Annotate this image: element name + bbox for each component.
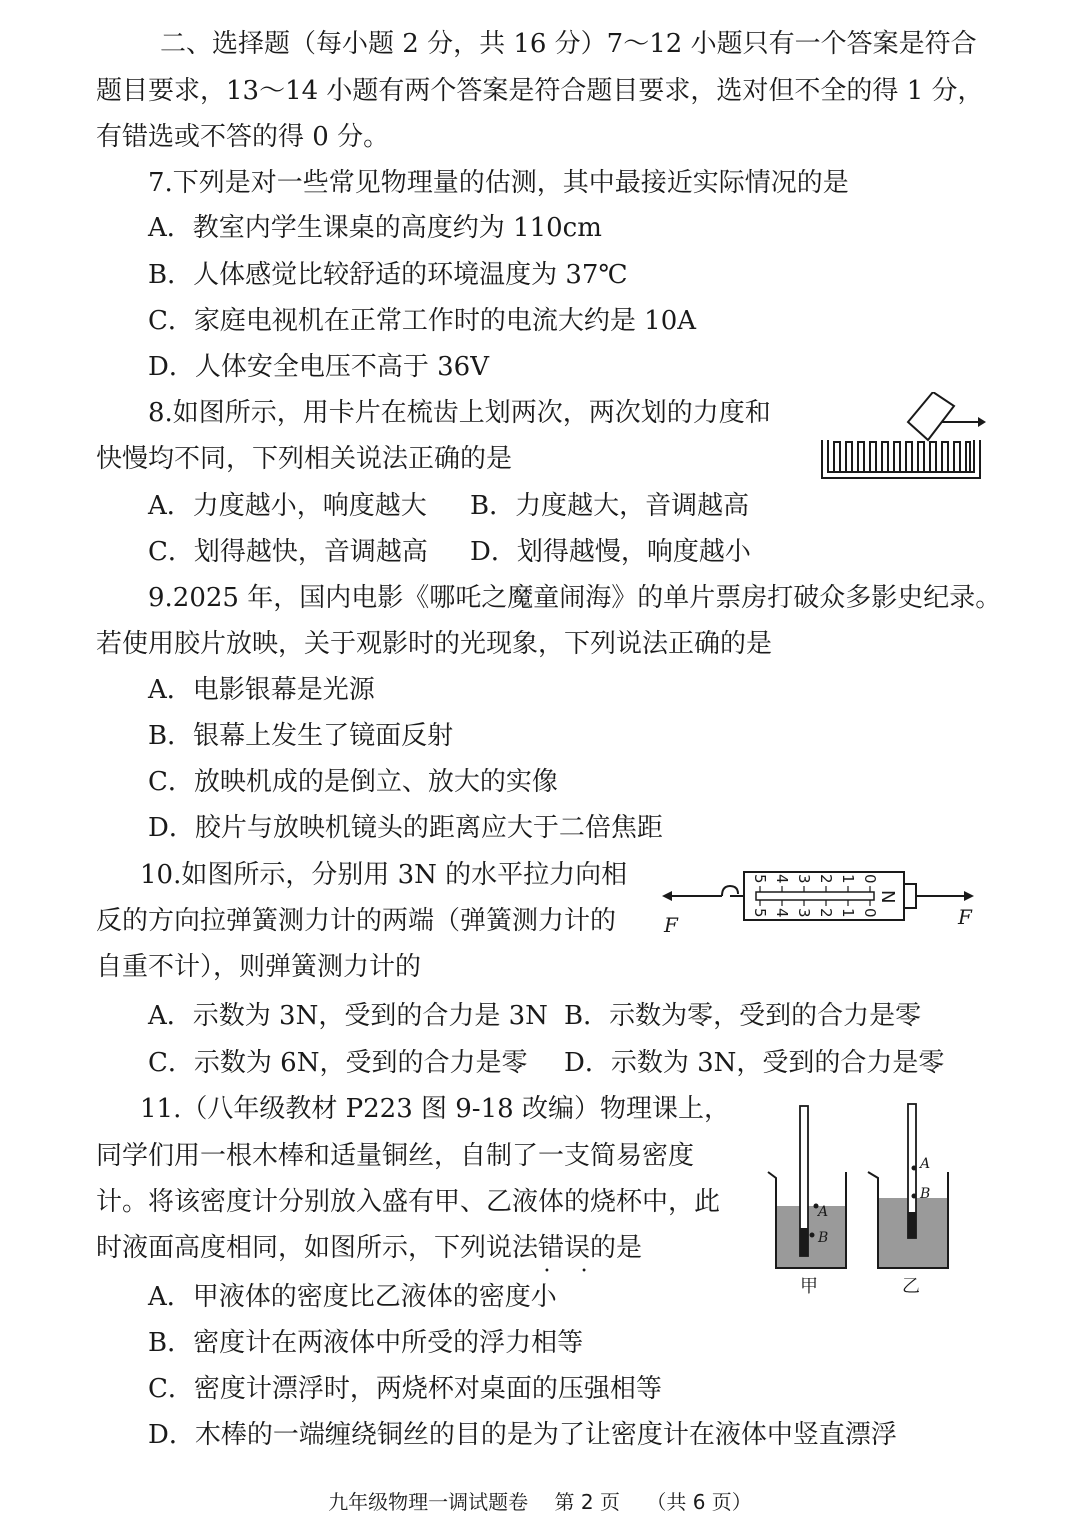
point-a-yi-marker: [912, 1166, 917, 1171]
page-footer: [0, 1488, 1080, 1516]
unit-label: N: [877, 890, 898, 904]
footer-title: 九年级物理一调试题卷: [328, 1490, 529, 1514]
comb-card-figure: [818, 392, 986, 484]
footer-total: （共 6 页）: [646, 1490, 752, 1514]
section-line-1: 二、选择题（每小题 2 分，共 16 分）7～12 小题只有一个答案是符合: [160, 29, 977, 59]
q11-stem-3: 计。将该密度计分别放入盛有甲、乙液体的烧杯中，此: [96, 1187, 721, 1217]
q7-option-c: C．家庭电视机在正常工作时的电流大约是 10A: [148, 306, 697, 336]
q11-stem-1: 11.（八年级教材 P223 图 9-18 改编）物理课上，: [140, 1094, 730, 1124]
spring-balance-figure: [660, 862, 976, 936]
q10-option-d: D．示数为 3N，受到的合力是零: [564, 1048, 945, 1078]
q10-option-b: B．示数为零，受到的合力是零: [564, 1001, 922, 1031]
q7-option-d: D．人体安全电压不高于 36V: [148, 352, 489, 382]
scale-0-top: 0: [861, 874, 879, 884]
q11-option-b: B．密度计在两液体中所受的浮力相等: [148, 1328, 584, 1358]
section-line-2: 题目要求，13～14 小题有两个答案是符合题目要求，选对但不全的得 1 分，: [96, 76, 984, 106]
point-b-jia-label: B: [818, 1230, 829, 1246]
scale-5-bottom: 5: [751, 908, 769, 918]
q11-option-c: C．密度计漂浮时，两烧杯对桌面的压强相等: [148, 1374, 662, 1404]
q9-option-c: C．放映机成的是倒立、放大的实像: [148, 767, 558, 797]
hydrometer-yi-copper: [908, 1212, 916, 1238]
scale-2-bottom: 2: [817, 908, 835, 918]
q8-stem-2: 快慢均不同，下列相关说法正确的是: [96, 444, 513, 474]
beaker-yi: [868, 1104, 948, 1297]
scale-4-bottom: 4: [773, 908, 791, 918]
q10-stem-3: 自重不计），则弹簧测力计的: [96, 952, 422, 982]
q9-stem-1: 9.2025 年，国内电影《哪吒之魔童闹海》的单片票房打破众多影史纪录。: [148, 583, 1002, 613]
hook-icon: [722, 886, 738, 896]
scale-1-bottom: 1: [839, 908, 857, 918]
q11-emphasis-wrong: 错误 • •: [538, 1233, 590, 1263]
q11-stem-4: [96, 1231, 642, 1265]
scale-4-top: 4: [773, 874, 791, 884]
balance-end-cap: [904, 884, 916, 908]
q7-stem: 7.下列是对一些常见物理量的估测，其中最接近实际情况的是: [148, 168, 849, 198]
q8-option-a: A．力度越小，响度越大: [148, 491, 427, 521]
q7-option-a: A．教室内学生课桌的高度约为 110cm: [148, 213, 602, 243]
q8-stem-1: 8.如图所示，用卡片在梳齿上划两次，两次划的力度和: [148, 398, 771, 428]
beaker-yi-label: 乙: [902, 1276, 920, 1297]
right-arrow-head: [964, 891, 974, 901]
q10-option-c: C．示数为 6N，受到的合力是零: [148, 1048, 528, 1078]
q10-stem-2: 反的方向拉弹簧测力计的两端（弹簧测力计的: [96, 906, 617, 936]
q10-option-a: A．示数为 3N，受到的合力是 3N: [148, 1001, 548, 1031]
q7-option-b: B．人体感觉比较舒适的环境温度为 37℃: [148, 260, 628, 290]
q8-option-c: C．划得越快，音调越高: [148, 537, 428, 567]
left-arrow-head: [662, 891, 672, 901]
motion-arrow-head: [978, 417, 986, 427]
section-line-3: 有错选或不答的得 0 分。: [96, 122, 390, 152]
point-a-jia-label: A: [818, 1204, 829, 1220]
comb-teeth: [834, 442, 970, 472]
q11-stem-4-part1: 时液面高度相同，如图所示，下列说法: [96, 1233, 539, 1263]
q9-option-d: D．胶片与放映机镜头的距离应大于二倍焦距: [148, 813, 663, 843]
scale-2-top: 2: [817, 874, 835, 884]
scale-3-top: 3: [795, 874, 813, 884]
q9-option-a: A．电影银幕是光源: [148, 675, 375, 705]
point-b-jia-marker: [810, 1233, 815, 1238]
q8-option-b: B．力度越大，音调越高: [470, 491, 750, 521]
force-label-right: F: [958, 905, 972, 929]
q8-option-d: D．划得越慢，响度越小: [470, 537, 751, 567]
beaker-jia: [768, 1106, 846, 1297]
force-label-left: F: [664, 913, 678, 936]
balance-slot: [756, 892, 874, 900]
hydrometer-beakers-figure: [760, 1102, 970, 1298]
hydrometer-jia-copper: [800, 1228, 808, 1256]
point-a-yi-label: A: [920, 1156, 931, 1172]
q9-stem-2: 若使用胶片放映，关于观影时的光现象，下列说法正确的是: [96, 629, 773, 659]
q10-stem-1: 10.如图所示，分别用 3N 的水平拉力向相: [140, 860, 628, 890]
footer-page: 第 2 页: [554, 1490, 620, 1514]
q11-stem-2: 同学们用一根木棒和适量铜丝，自制了一支简易密度: [96, 1141, 695, 1171]
q11-stem-4-part2: 的是: [590, 1233, 643, 1263]
point-b-yi-label: B: [920, 1186, 931, 1202]
scale-0-bottom: 0: [861, 908, 879, 918]
q11-option-a: A．甲液体的密度比乙液体的密度小: [148, 1282, 557, 1312]
card-shape: [908, 392, 954, 440]
scale-5-top: 5: [751, 874, 769, 884]
point-b-yi-marker: [912, 1194, 917, 1199]
beaker-jia-label: 甲: [800, 1276, 818, 1297]
scale-3-bottom: 3: [795, 908, 813, 918]
q9-option-b: B．银幕上发生了镜面反射: [148, 721, 454, 751]
q11-option-d: D．木棒的一端缠绕铜丝的目的是为了让密度计在液体中竖直漂浮: [148, 1420, 897, 1450]
scale-1-top: 1: [839, 874, 857, 884]
